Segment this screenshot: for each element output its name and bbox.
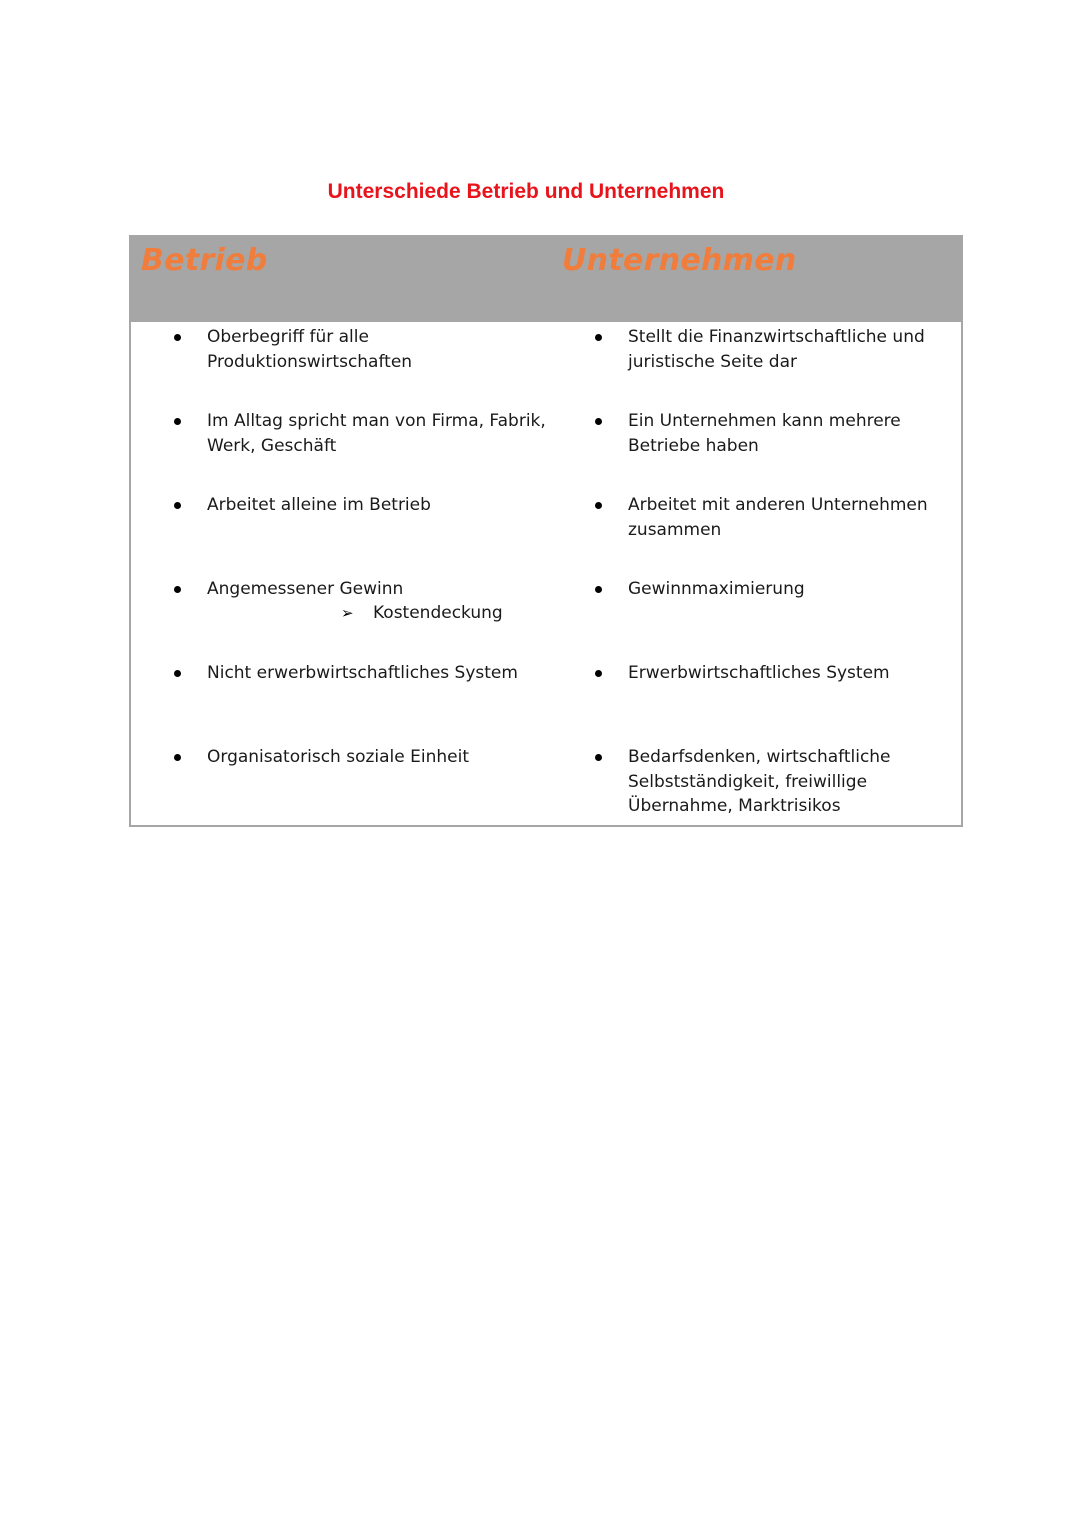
bullet-icon xyxy=(174,334,181,341)
item-text: Werk, Geschäft xyxy=(207,435,337,456)
item-text: Angemessener Gewinn xyxy=(207,579,404,599)
item-text: zusammen xyxy=(628,519,722,540)
bullet-icon xyxy=(595,586,602,593)
item-text: Nicht erwerbwirtschaftliches System xyxy=(207,663,518,683)
arrowhead-bullet-icon: ➢ xyxy=(341,604,354,622)
item-text: Produktionswirtschaften xyxy=(207,351,413,372)
item-text: Organisatorisch soziale Einheit xyxy=(207,747,469,767)
bullet-icon xyxy=(595,418,602,425)
bullet-icon xyxy=(595,670,602,677)
bullet-icon xyxy=(174,754,181,761)
bullet-icon xyxy=(174,586,181,593)
document-title: Unterschiede Betrieb und Unternehmen xyxy=(327,180,725,203)
item-text: Bedarfsdenken, wirtschaftliche xyxy=(628,747,891,767)
item-text: Selbstständigkeit, freiwillige xyxy=(628,771,868,792)
header-betrieb: Betrieb xyxy=(141,243,268,278)
item-text: Stellt die Finanzwirtschaftliche und xyxy=(628,327,925,347)
sub-item-text: Kostendeckung xyxy=(373,603,503,623)
item-text: Gewinnmaximierung xyxy=(628,579,805,599)
item-text: juristische Seite dar xyxy=(628,351,797,372)
item-text: Betriebe haben xyxy=(628,435,759,456)
item-text: Oberbegriff für alle xyxy=(207,327,369,347)
item-text: Erwerbwirtschaftliches System xyxy=(628,663,890,683)
item-text: Arbeitet alleine im Betrieb xyxy=(207,495,431,515)
bullet-icon xyxy=(595,502,602,509)
bullet-icon xyxy=(595,334,602,341)
table-header-row xyxy=(131,237,961,322)
bullet-icon xyxy=(174,502,181,509)
item-text: Übernahme, Marktrisikos xyxy=(628,796,841,816)
bullet-icon xyxy=(174,670,181,677)
item-text: Arbeitet mit anderen Unternehmen xyxy=(628,495,928,515)
comparison-table xyxy=(129,235,963,827)
item-text: Im Alltag spricht man von Firma, Fabrik, xyxy=(207,411,546,431)
item-text: Ein Unternehmen kann mehrere xyxy=(628,411,901,431)
header-unternehmen: Unternehmen xyxy=(562,243,797,278)
bullet-icon xyxy=(595,754,602,761)
bullet-icon xyxy=(174,418,181,425)
